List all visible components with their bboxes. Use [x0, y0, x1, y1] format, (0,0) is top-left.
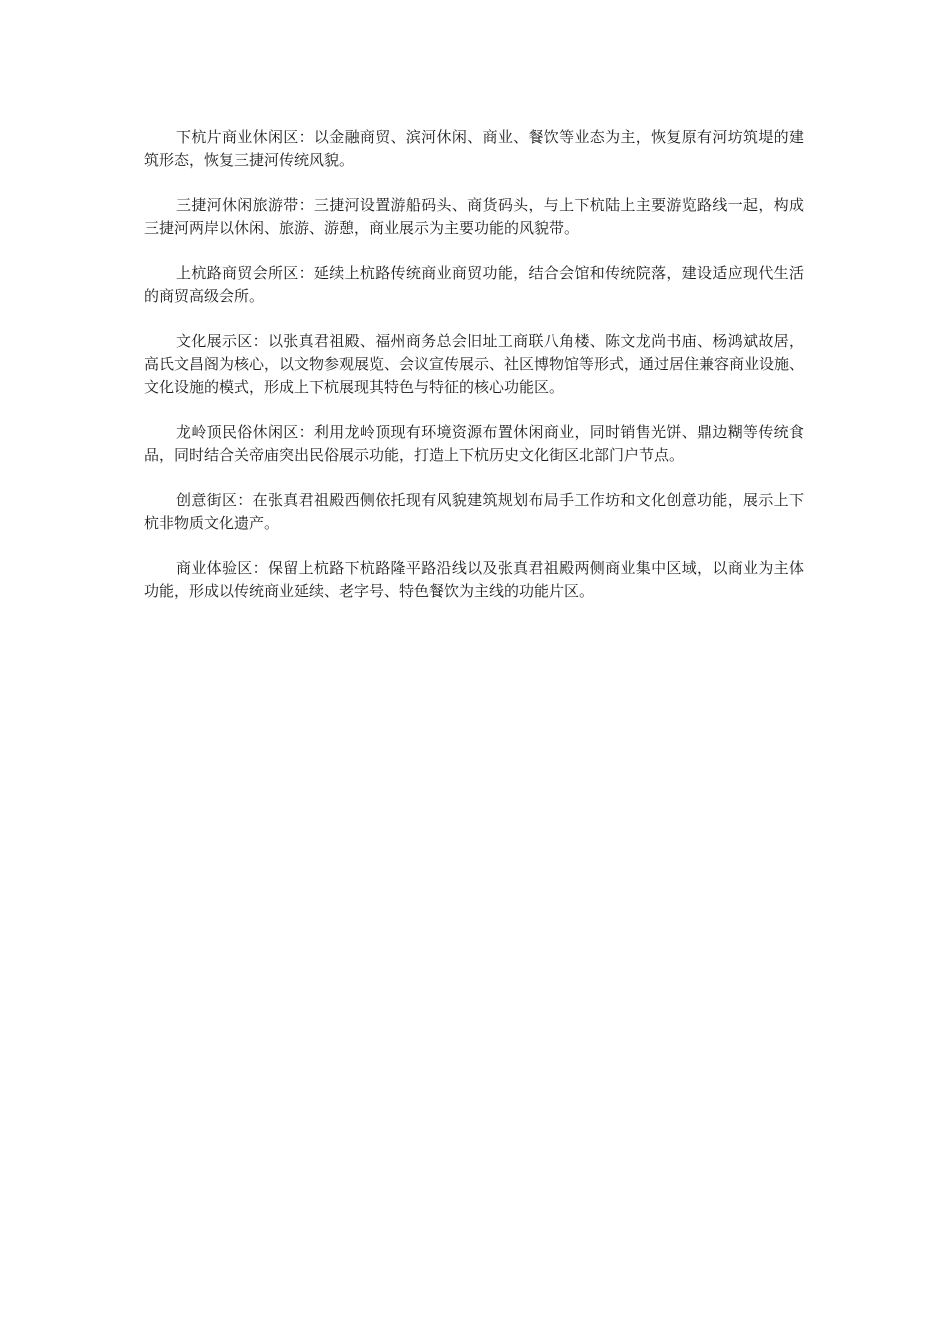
paragraph-culture-exhibition-zone: 文化展示区：以张真君祖殿、福州商务总会旧址工商联八角楼、陈文龙尚书庙、杨鸿斌故居，高氏文昌阁为核心，以文物参观展览、会议宣传展示、社区博物馆等形式，通过居住兼容商业设施、文化设施的模式，形成上下杭展现其特色与特征的核心功能区。: [144, 332, 805, 396]
paragraph-longlingding-folk-zone: 龙岭顶民俗休闲区：利用龙岭顶现有环境资源布置休闲商业，同时销售光饼、鼎边糊等传统食品，同时结合关帝庙突出民俗展示功能，打造上下杭历史文化街区北部门户节点。: [144, 423, 804, 464]
document-body: [144, 126, 804, 625]
paragraph-sanjie-river-tourism-belt: 三捷河休闲旅游带：三捷河设置游船码头、商货码头，与上下杭陆上主要游览路线一起，构成三捷河两岸以休闲、旅游、游憩，商业展示为主要功能的风貌带。: [144, 196, 804, 237]
paragraph-commerce-experience-zone: 商业体验区：保留上杭路下杭路隆平路沿线以及张真君祖殿两侧商业集中区域，以商业为主体功能，形成以传统商业延续、老字号、特色餐饮为主线的功能片区。: [144, 559, 804, 600]
paragraph-creative-block: 创意街区：在张真君祖殿西侧依托现有风貌建筑规划布局手工作坊和文化创意功能，展示上下杭非物质文化遗产。: [144, 491, 804, 532]
paragraph-xiahang-leisure-zone: 下杭片商业休闲区：以金融商贸、滨河休闲、商业、餐饮等业态为主，恢复原有河坊筑堤的建筑形态，恢复三捷河传统风貌。: [144, 128, 804, 169]
paragraph-shanghang-road-club-zone: 上杭路商贸会所区：延续上杭路传统商业商贸功能，结合会馆和传统院落，建设适应现代生活的商贸高级会所。: [144, 264, 804, 305]
